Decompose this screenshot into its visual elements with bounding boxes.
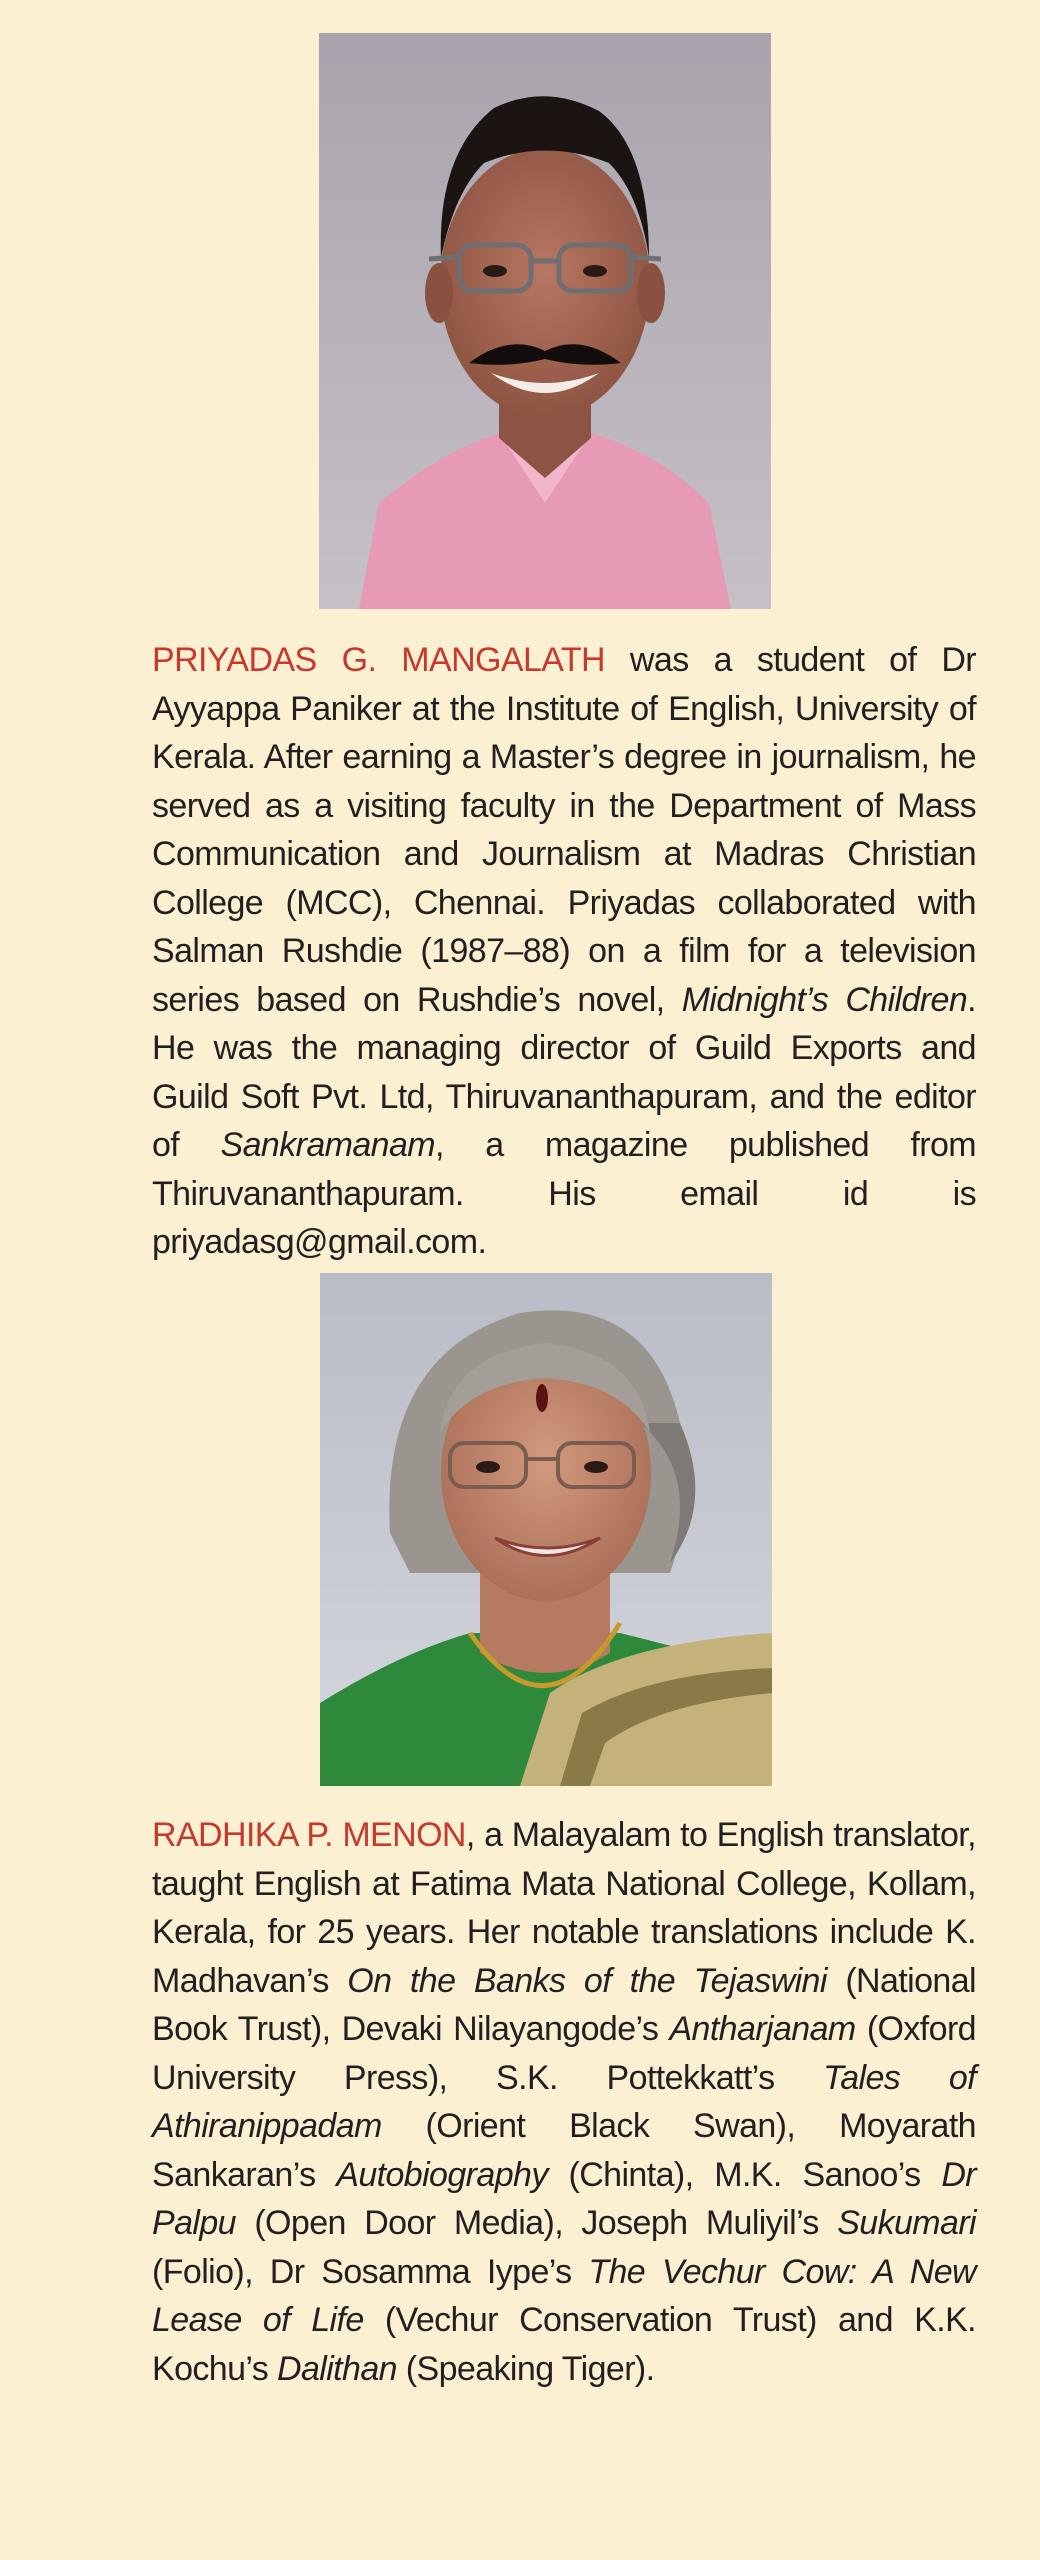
author-photo-radhika	[320, 1273, 772, 1786]
book-title: Dalithan	[277, 2349, 397, 2388]
author-photo-priyadas	[319, 33, 771, 609]
bio-text: (Open Door Media), Joseph Muliyil’s	[235, 2204, 838, 2242]
bio-text: (Vechur Conservation Trust) and K.K. Kochu’s	[152, 2301, 976, 2388]
book-title: The Vechur Cow: A New Lease of Life	[152, 2252, 976, 2339]
book-title: Midnight’s Children	[681, 980, 968, 1019]
bio-text: . He was the managing director of Guild Exports and Guild Soft Pvt. Ltd, Thiruvananthapuram, and the editor of	[152, 980, 977, 1164]
book-title: Autobiography	[336, 2155, 548, 2194]
bio-priyadas	[152, 636, 976, 1267]
bio-text: , a magazine published from Thiruvananthapuram. His email id is priyadasg@gmail.com.	[152, 1126, 976, 1261]
author-name: PRIYADAS G. MANGALATH	[152, 641, 605, 679]
book-title: Tales of Athiranippadam	[152, 2058, 976, 2145]
bio-text: (National Book Trust), Devaki Nilayangode’s	[152, 1961, 976, 2048]
bio-text: , a Malayalam to English translator, taught English at Fatima Mata National College, Kollam, Kerala, for 25 years. Her notable translations include K. Madhavan’s	[152, 1816, 976, 2000]
portrait-image	[319, 33, 771, 609]
bio-text: (Speaking Tiger).	[396, 2349, 655, 2388]
book-title: Sukumari	[837, 2204, 976, 2242]
bio-text: (Chinta), M.K. Sanoo’s	[547, 2155, 942, 2194]
book-title: Dr Palpu	[152, 2155, 976, 2242]
bio-radhika	[152, 1811, 976, 2393]
bio-text: (Folio), Dr Sosamma Iype’s	[152, 2252, 589, 2291]
magazine-title: Sankramanam	[220, 1126, 436, 1164]
portrait-image	[320, 1273, 772, 1786]
bio-text: was a student of Dr Ayyappa Paniker at the Institute of English, University of Kerala. After earning a Master’s degree in journalism, he served as a visiting faculty in the Department of Mass Communication and Journalism at Madras Christian College (MCC), Chennai. Priyadas collaborated with Salman Rushdie (1987–88) on a film for a television series based on Rushdie’s novel,	[152, 641, 976, 1019]
book-title: Antharjanam	[669, 2010, 856, 2048]
book-title: On the Banks of the Tejaswini	[347, 1961, 827, 2000]
bio-text: (Oxford University Press), S.K. Pottekkatt’s	[152, 2010, 976, 2097]
bio-text: (Orient Black Swan), Moyarath Sankaran’s	[152, 2107, 976, 2194]
author-name: RADHIKA P. MENON	[152, 1816, 466, 1854]
